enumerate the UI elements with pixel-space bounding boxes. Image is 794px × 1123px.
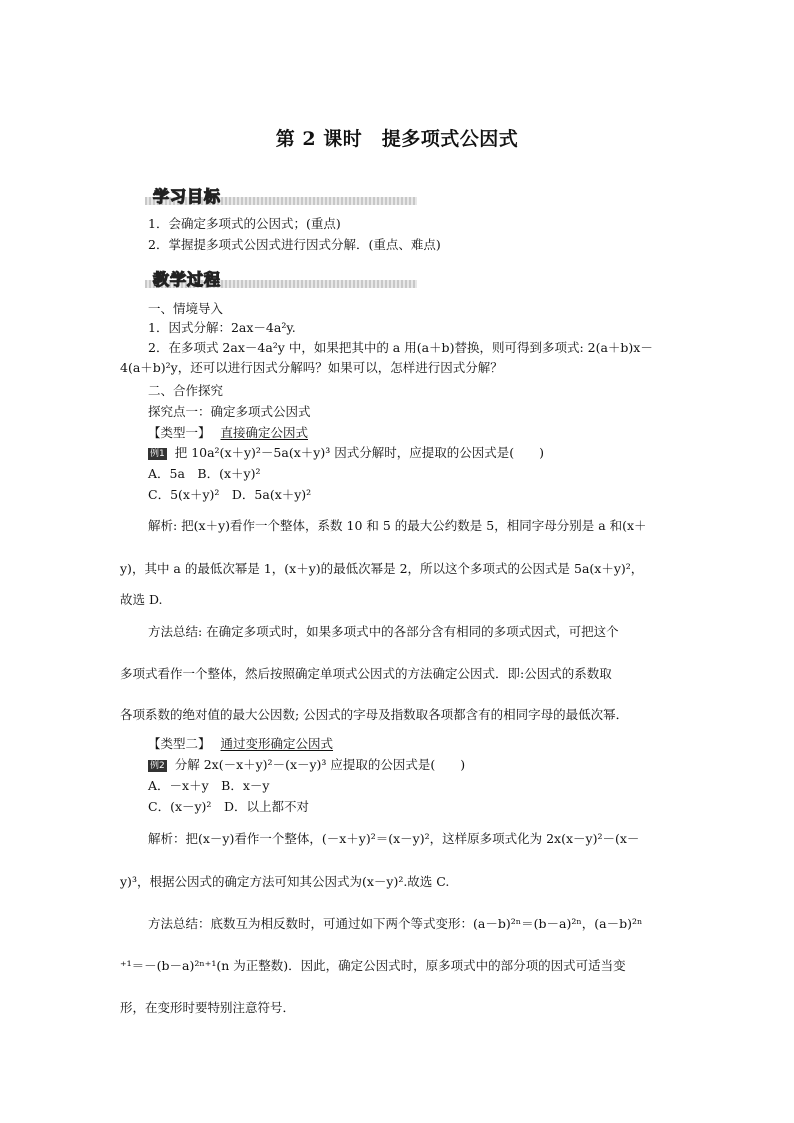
goal-item: 1．会确定多项式的公因式；(重点) bbox=[148, 216, 341, 231]
type-tag: 【类型二】 bbox=[148, 736, 211, 751]
type-1-heading bbox=[148, 425, 308, 441]
section-label: 学习目标 bbox=[153, 187, 222, 206]
type-tag: 【类型一】 bbox=[148, 425, 211, 440]
type-title: 通过变形确定公因式 bbox=[220, 736, 334, 751]
method-summary-2-line3: 形，在变形时要特别注意符号． bbox=[120, 1000, 296, 1015]
intro-heading: 一、情境导入 bbox=[148, 301, 224, 316]
example-2-options-cd: C．(x－y)² D．以上都不对 bbox=[148, 799, 309, 814]
example-question: 把 10a²(x＋y)²－5a(x＋y)³ 因式分解时，应提取的公因式是( ) bbox=[174, 445, 544, 460]
section-header-goals bbox=[145, 184, 417, 204]
example-badge: 例1 bbox=[150, 449, 165, 459]
explore-point-1: 探究点一：确定多项式公因式 bbox=[148, 404, 311, 419]
example-badge: 例2 bbox=[150, 761, 165, 771]
example-1-options-cd: C．5(x＋y)² D．5a(x＋y)² bbox=[148, 487, 312, 502]
page-title: 第 2 课时 提多项式公因式 bbox=[275, 128, 519, 150]
example-1-analysis-line2: y)，其中 a 的最低次幂是 1，(x＋y)的最低次幂是 2，所以这个多项式的公因式是 5a(x＋y)²， bbox=[120, 561, 644, 576]
example-1-analysis-line3: 故选 D. bbox=[120, 592, 163, 607]
method-summary-1-line3: 各项系数的绝对值的最大公因数; 公因式的字母及指数取各项都含有的相同字母的最低次幂． bbox=[120, 707, 629, 722]
example-1-question-line bbox=[148, 445, 544, 461]
intro-question-1: 1．因式分解：2ax－4a²y. bbox=[148, 320, 296, 335]
example-1-options-ab: A．5a B．(x＋y)² bbox=[148, 466, 261, 481]
example-1-analysis-line1: 解析: 把(x＋y)看作一个整体，系数 10 和 5 的最大公约数是 5，相同字母分别是 a 和(x＋ bbox=[148, 518, 647, 533]
example-2-question-line bbox=[148, 757, 465, 773]
section-header-process bbox=[145, 267, 417, 287]
type-title: 直接确定公因式 bbox=[220, 425, 309, 440]
example-2-analysis-line2: y)³，根据公因式的确定方法可知其公因式为(x－y)².故选 C. bbox=[120, 874, 450, 889]
goal-item: 2．掌握提多项式公因式进行因式分解．(重点、难点) bbox=[148, 237, 441, 252]
section-label: 教学过程 bbox=[153, 270, 222, 289]
intro-question-2-line2: 4(a＋b)²y，还可以进行因式分解吗？如果可以，怎样进行因式分解？ bbox=[120, 360, 503, 375]
explore-heading: 二、合作探究 bbox=[148, 383, 224, 398]
method-summary-2-line2: ⁺¹＝－(b－a)²ⁿ⁺¹(n 为正整数)．因此，确定公因式时，原多项式中的部分项的因式可适当变 bbox=[120, 958, 626, 973]
example-question: 分解 2x(－x＋y)²－(x－y)³ 应提取的公因式是( ) bbox=[174, 757, 466, 772]
method-summary-2-line1: 方法总结：底数互为相反数时，可通过如下两个等式变形：(a－b)²ⁿ＝(b－a)²ⁿ，(a－b)²ⁿ bbox=[148, 916, 643, 931]
type-2-heading bbox=[148, 736, 333, 752]
method-summary-1-line1: 方法总结: 在确定多项式时，如果多项式中的各部分含有相同的多项式因式，可把这个 bbox=[148, 624, 619, 639]
intro-question-2-line1: 2．在多项式 2ax－4a²y 中，如果把其中的 a 用(a＋b)替换，则可得到多项式: 2(a＋b)x－ bbox=[148, 340, 653, 355]
example-2-analysis-line1: 解析：把(x－y)看作一个整体，(－x＋y)²＝(x－y)²，这样原多项式化为 2x(x－y)²－(x－ bbox=[148, 831, 640, 846]
example-2-options-ab: A．－x＋y B．x－y bbox=[148, 778, 270, 793]
method-summary-1-line2: 多项式看作一个整体，然后按照确定单项式公因式的方法确定公因式．即:公因式的系数取 bbox=[120, 666, 612, 681]
